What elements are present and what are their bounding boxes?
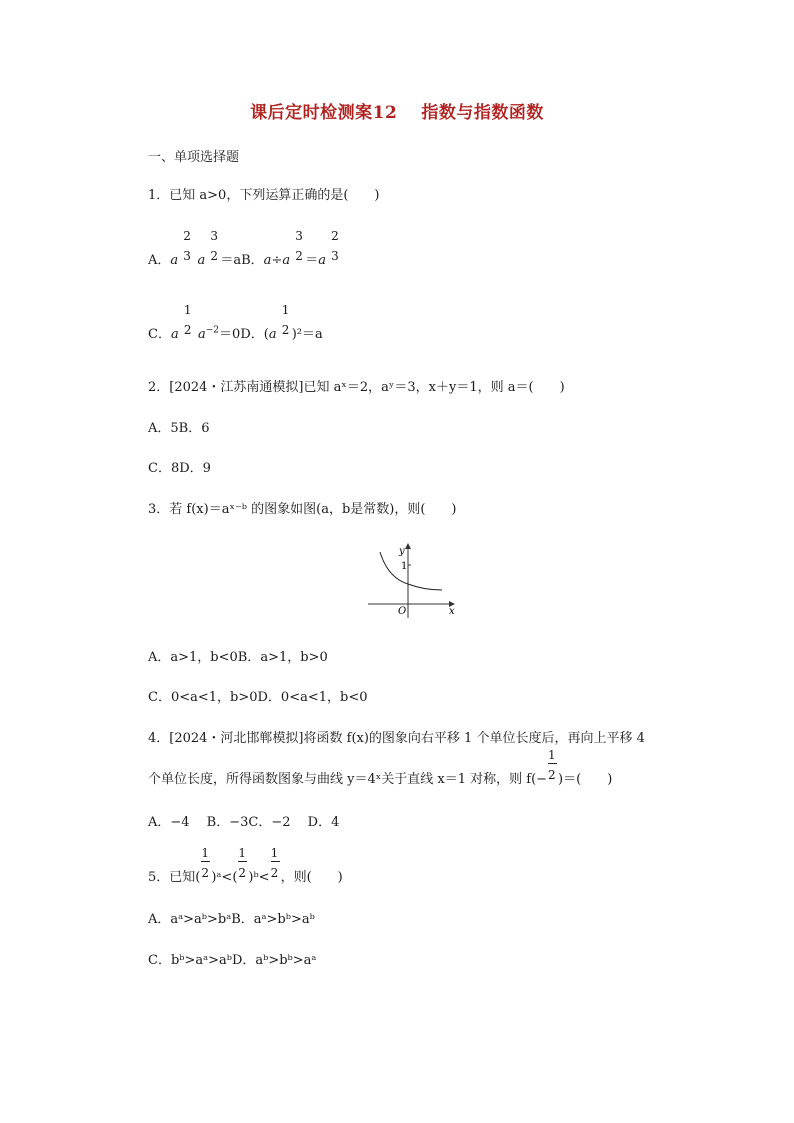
fraction: 2 3 — [183, 229, 191, 263]
fraction: 3 2 — [210, 229, 218, 263]
option-c-label: C． — [148, 327, 171, 342]
origin-label: O — [398, 606, 407, 617]
question-1-stem: 1．已知 a>0，下列运算正确的是( ) — [148, 188, 380, 203]
question-2-options-cd: C．8D．9 — [148, 461, 211, 476]
option-a-label: A． — [148, 253, 171, 268]
title-topic: 指数与指数函数 — [421, 103, 544, 123]
question-4-options: A．−4 B．−3C．−2 D．4 — [148, 815, 340, 830]
question-4-stem-line2: 个单位长度，所得函数图象与曲线 y＝4ˣ关于直线 x＝1 对称，则 f(− $\frac{1}{2}$ )＝( ) — [148, 748, 613, 787]
document-title — [0, 98, 794, 123]
question-2-options-ab: A．5B．6 — [148, 421, 210, 436]
fraction: 1 2 — [183, 303, 192, 337]
exponential-graph — [366, 538, 462, 620]
question-5-stem: 5．已知( $\frac{1}{2}$ )ᵃ<( $\frac{1}{2}$ )ᵇ< $\frac{1}{2}$ ，则( ) — [148, 846, 343, 885]
x-axis-label: x — [449, 606, 455, 617]
question-3-options-ab: A．a>1，b<0B．a>1，b>0 — [148, 650, 328, 665]
fraction: 1 2 — [281, 303, 290, 337]
question-5-options-ab: A．aᵃ>aᵇ>bᵃB．aᵃ>bᵇ>aᵇ — [148, 912, 315, 927]
fraction: $\frac{1}{2}$ — [270, 846, 279, 880]
question-4-stem-line1: 4．[2024・河北邯郸模拟]将函数 f(x)的图象向右平移 1 个单位长度后，再向上平移 4 — [148, 731, 645, 746]
fraction: 3 2 — [295, 229, 303, 263]
title-main: 课后定时检测案12 — [250, 103, 398, 123]
section-heading: 一、单项选择题 — [148, 150, 240, 165]
question-3-stem: 3．若 f(x)＝aˣ⁻ᵇ 的图象如图(a，b是常数)，则( ) — [148, 502, 457, 517]
y-axis-label: y — [399, 546, 405, 557]
fraction: 2 3 — [331, 229, 339, 263]
question-3-options-cd: C．0<a<1，b>0D．0<a<1，b<0 — [148, 690, 368, 705]
curve — [380, 552, 442, 590]
question-1-options-ab: A．a 2 3 a 3 2 ＝aB．a÷a 3 2 ＝a 2 3 — [148, 248, 341, 269]
option-b-label: B． — [241, 253, 264, 268]
fraction: $\frac{1}{2}$ — [548, 748, 556, 782]
question-2-stem: 2．[2024・江苏南通模拟]已知 aˣ＝2，aʸ＝3，x＋y＝1，则 a＝( ) — [148, 380, 565, 395]
option-d-label: D． — [240, 327, 264, 342]
question-5-options-cd: C．bᵇ>aᵃ>aᵇD．aᵇ>bᵇ>aᵃ — [148, 953, 317, 968]
fraction: $\frac{1}{2}$ — [238, 846, 247, 880]
fraction: $\frac{1}{2}$ — [201, 846, 209, 880]
question-1-options-cd: C．a 1 2 $a^{-2}=0D$．(a 1 2 )²＝a — [148, 303, 323, 342]
tick-label-one: 1 — [401, 561, 408, 572]
